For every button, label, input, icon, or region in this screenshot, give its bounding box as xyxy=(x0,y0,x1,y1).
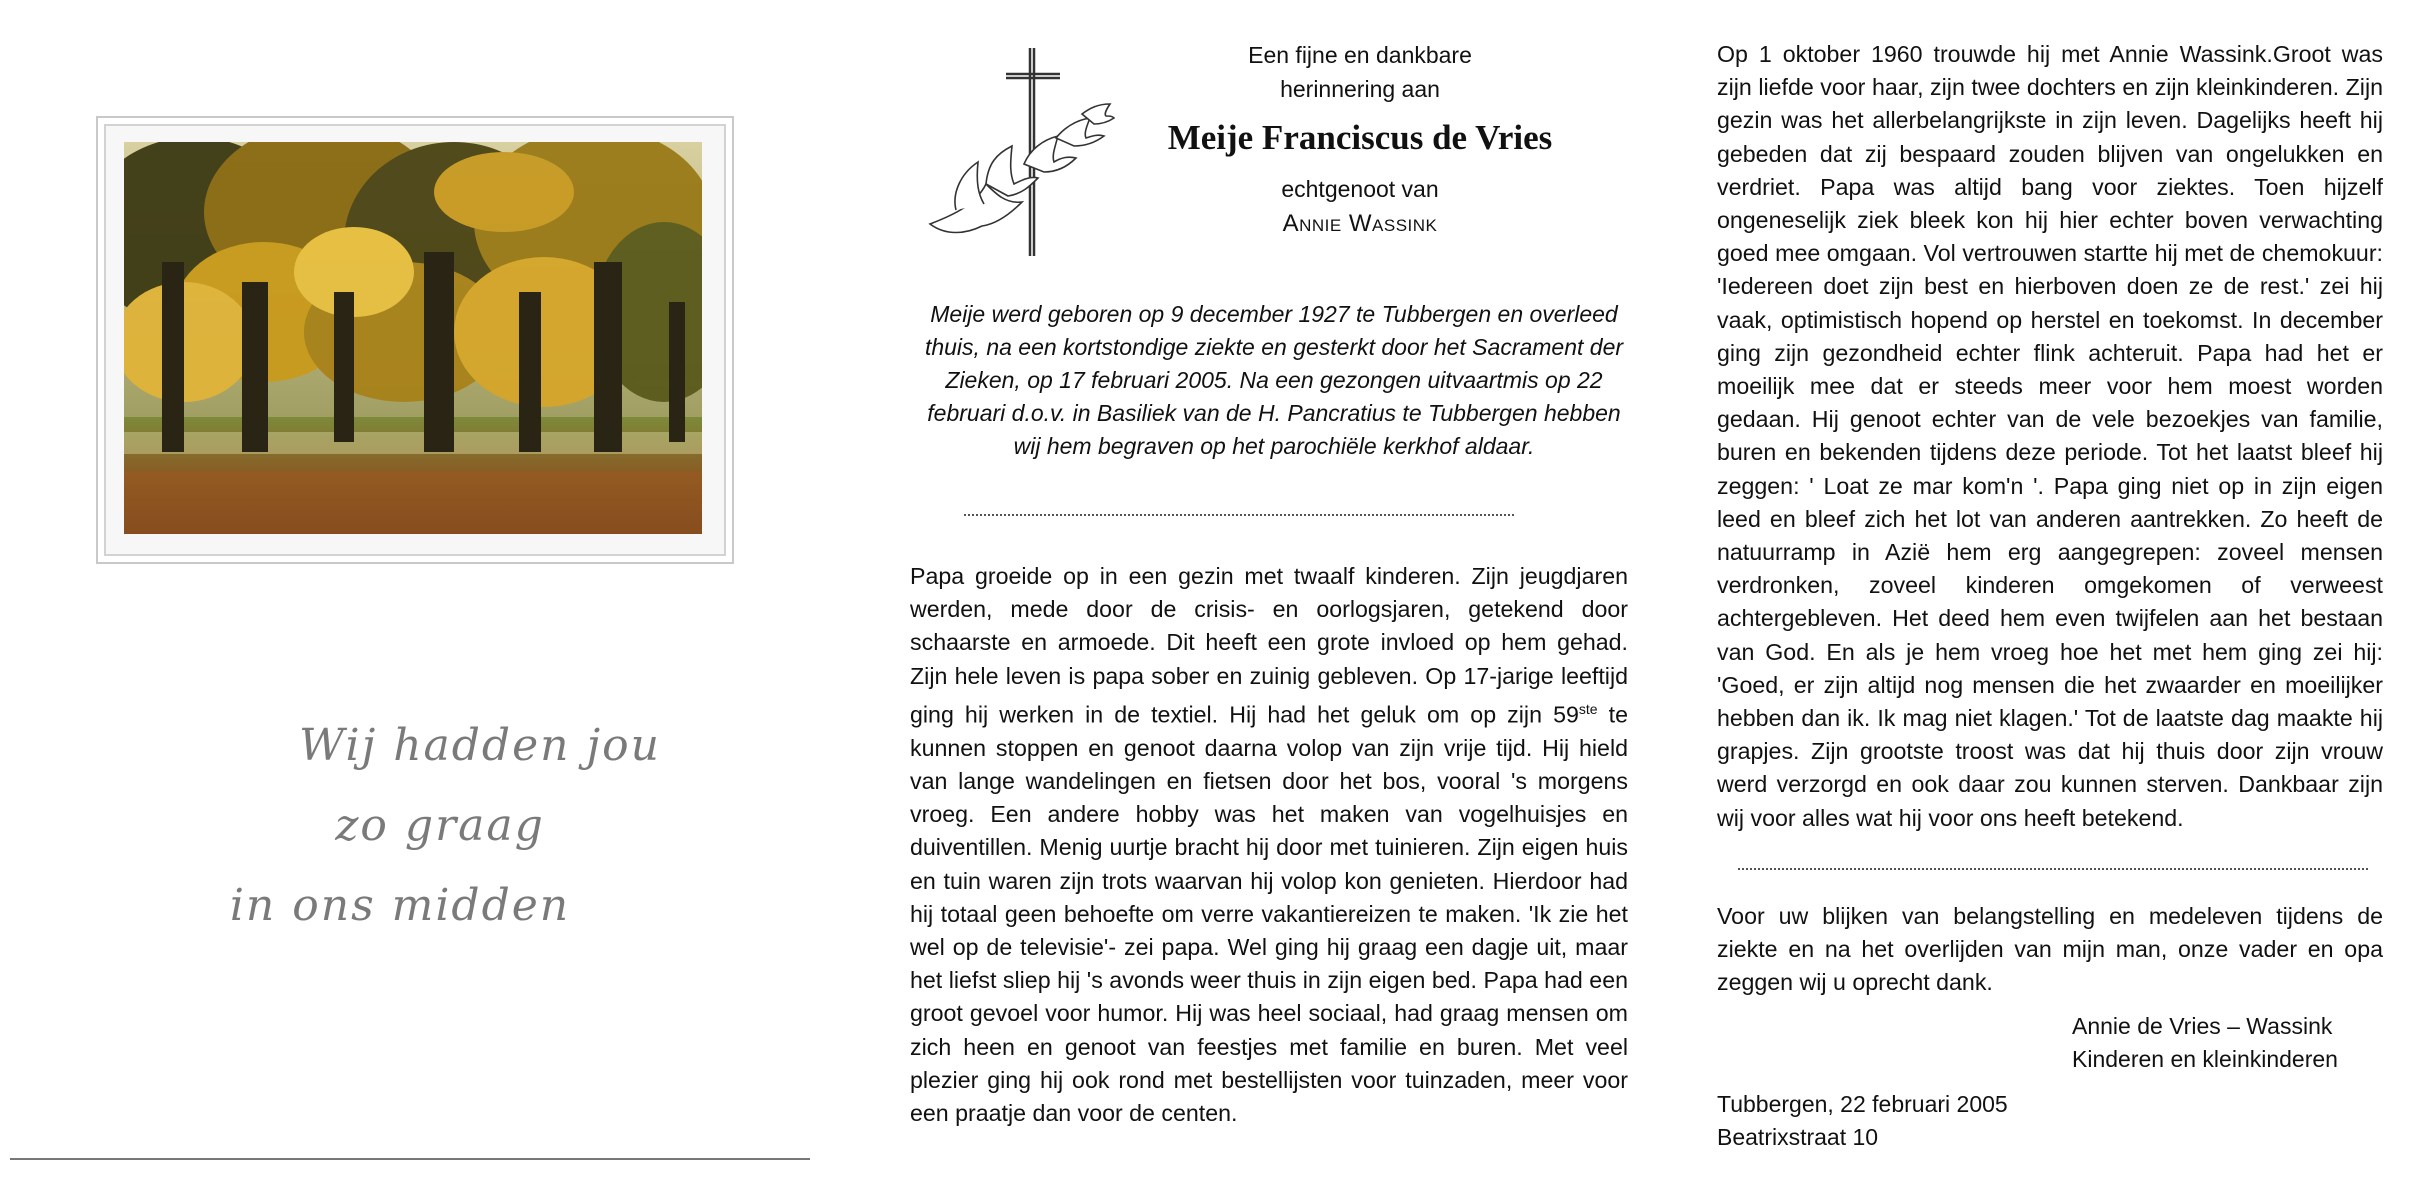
front-panel xyxy=(0,0,900,1200)
cross-with-doves-icon xyxy=(926,44,1116,259)
dotted-separator-2 xyxy=(1738,868,2368,870)
signature-line-2: Kinderen en kleinkinderen xyxy=(2072,1046,2338,1072)
bottom-rule xyxy=(10,1158,810,1160)
autumn-trees-photo xyxy=(124,142,702,534)
signature-line-1: Annie de Vries – Wassink xyxy=(2072,1013,2333,1039)
life-story-paragraph xyxy=(910,560,1628,1130)
header-line-1: Een fijne en dankbare xyxy=(1248,42,1472,68)
verse-line-2: zo graag xyxy=(335,800,545,851)
dotted-separator xyxy=(964,514,1514,516)
place-date: Tubbergen, 22 februari 2005 xyxy=(1717,1091,2008,1117)
spouse-label: echtgenoot van xyxy=(1281,176,1439,202)
birth-paragraph: Meije werd geboren op 9 december 1927 te Tubbergen en overleed thuis, na een kortstondige ziekte en gesterkt door het Sacrament der Zieken, op 17 februari 2005. Na een gezongen uitvaartmis op 22 februari d.o.v. in Basiliek van de H. Pancratius te Tubbergen hebben wij hem begraven op het parochiële kerkhof aldaar. xyxy=(924,301,1624,459)
closing-panel xyxy=(1700,0,2411,1200)
memorial-panel xyxy=(900,0,1700,1200)
address: Beatrixstraat 10 xyxy=(1717,1124,1879,1150)
life-story-part-2: te kunnen stoppen en genoot daarna volop van zijn vrije tijd. Hij hield van lange wandelingen en fietsen door het bos, vooral 's morgens vroeg. Een andere hobby was het maken van vogelhuisjes en duiventillen. Menig uurtje bracht hij door met tuinieren. Zijn eigen huis en tuin waren zijn trots waarvan hij volop kon genieten. Hierdoor had hij totaal geen behoefte om verre vakantiereizen te maken. 'Ik zie het wel op de televisie'- zei papa. Wel ging hij graag een dagje uit, maar het liefst sliep hij 's avonds weer thuis in zijn eigen bed. Papa had een groot gevoel voor humor. Hij was heel sociaal, had graag mensen om zich heen en genoot van feestjes met familie en buren. Met veel plezier ging hij ook rond met bestellijsten voor tuinzaden, meer voor een praatje dan voor de centen. xyxy=(910,701,1628,1126)
ordinal-suffix: ste xyxy=(1578,700,1598,717)
verse-line-3: in ons midden xyxy=(229,880,571,931)
deceased-name: Meije Franciscus de Vries xyxy=(1167,118,1553,157)
marriage-story-paragraph: Op 1 oktober 1960 trouwde hij met Annie Wassink.Groot was zijn liefde voor haar, zijn twee dochters en zijn kleinkinderen. Zijn gezin was het allerbelangrijkste in zijn leven. Dagelijks heeft hij gebeden dat zij bespaard zouden blijven van ongelukken en verdriet. Papa was altijd bang voor ziektes. Toen hijzelf ongeneselijk ziek bleek kon hij hier echter boven verwachting goed mee omgaan. Vol vertrouwen startte hij met de chemokuur: 'Iedereen doet zijn best en hierboven doen ze de rest.' zei hij vaak, optimistisch hopend op herstel en toekomst. In december ging zijn gezondheid echter flink achteruit. Papa had het er moeilijk mee dat er steeds meer voor hem moest worden gedaan. Hij genoot echter van de vele bezoekjes van familie, buren en bekenden tijdens deze periode. Tot het laatst bleef hij zeggen: ' Loat ze mar kom'n '. Papa ging niet op in zijn eigen leed en bleef zich het lot van anderen aantrekken. Zo heeft de natuurramp in Azië hem erg aangegrepen: zoveel mensen verdronken, zoveel kinderen omgekomen of verweest achtergebleven. Het deed hem even twijfelen aan het bestaan van God. En als je hem vroeg hoe het met hem ging zei hij: 'Goed, er zijn altijd nog mensen die het zwaarder en moeilijker hebben dan ik. Ik mag niet klagen.' Tot de laatste dag maakte hij grapjes. Zijn grootste troost was dat hij thuis door zijn vrouw werd verzorgd en ook daar zou kunnen sterven. Dankbaar zijn wij voor alles wat hij voor ons heeft betekend. xyxy=(1717,41,2383,831)
life-story-part-1: Papa groeide op in een gezin met twaalf kinderen. Zijn jeugdjaren werden, mede door de crisis- en oorlogsjaren, getekend door schaarste en armoede. Dit heeft een grote invloed op hem gehad. Zijn hele leven is papa sober en zuinig gebleven. Op 17-jarige leeftijd ging hij werken in de textiel. Hij had het geluk om op zijn 59 xyxy=(910,563,1628,728)
thanks-paragraph: Voor uw blijken van belangstelling en medeleven tijdens de ziekte en na het overlijden van mijn man, onze vader en opa zeggen wij u oprecht dank. xyxy=(1717,903,2383,996)
spouse-name: Annie Wassink xyxy=(1282,210,1438,237)
verse-line-1: Wij hadden jou xyxy=(299,720,661,771)
header-line-2: herinnering aan xyxy=(1280,76,1440,102)
